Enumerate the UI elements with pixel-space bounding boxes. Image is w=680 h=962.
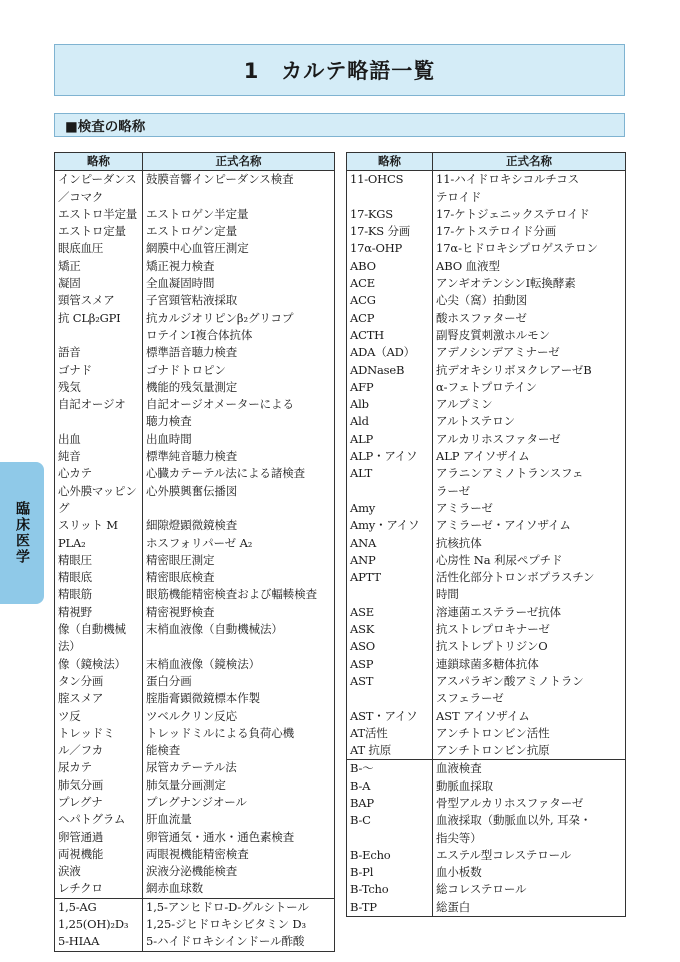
abbreviation-cell: 残気 <box>55 379 143 396</box>
abbreviation-cell: 心カテ <box>55 465 143 482</box>
full-name-cell: アルカリホスファターゼ <box>433 431 626 448</box>
table-row <box>347 344 626 361</box>
table-row <box>347 708 626 725</box>
table-row <box>55 604 335 621</box>
abbreviation-cell: 1,25(OH)₂D₃ <box>55 916 143 933</box>
table-row <box>55 275 335 292</box>
full-name-cell: 肝血流量 <box>143 811 335 828</box>
full-name-cell: 尿管カテーテル法 <box>143 759 335 776</box>
full-name-cell: アデノシンデアミナーゼ <box>433 344 626 361</box>
abbreviation-cell: Amy・アイソ <box>347 517 433 534</box>
abbreviation-cell: ADNaseB <box>347 362 433 379</box>
abbreviation-cell: B-～ <box>347 760 433 778</box>
full-name-cell: アミラーゼ <box>433 500 626 517</box>
table-row <box>55 465 335 482</box>
full-name-cell: 網赤血球数 <box>143 880 335 898</box>
table-row <box>347 778 626 795</box>
abbreviation-cell: B-Tcho <box>347 881 433 898</box>
table-row <box>55 310 335 345</box>
column-header-abbr: 略称 <box>347 153 433 171</box>
abbreviation-cell: 像（自動機械法） <box>55 621 143 656</box>
table-row <box>55 656 335 673</box>
table-row <box>347 448 626 465</box>
table-row <box>347 760 626 778</box>
table-row <box>347 362 626 379</box>
full-name-cell: 末梢血液像（鏡検法） <box>143 656 335 673</box>
abbreviation-cell: ALP <box>347 431 433 448</box>
table-row <box>55 396 335 431</box>
full-name-cell: 両眼視機能精密検査 <box>143 846 335 863</box>
abbreviation-table-left <box>54 152 335 952</box>
table-row <box>347 569 626 604</box>
full-name-cell: 血液検査 <box>433 760 626 778</box>
table-row <box>347 500 626 517</box>
full-name-cell: 標準純音聴力検査 <box>143 448 335 465</box>
table-row <box>347 742 626 760</box>
full-name-cell: 17-ケトステロイド分画 <box>433 223 626 240</box>
abbreviation-cell: 涙液 <box>55 863 143 880</box>
abbreviation-cell: エストロ定量 <box>55 223 143 240</box>
table-row <box>55 206 335 223</box>
column-header-abbr: 略称 <box>55 153 143 171</box>
column-header-full-name: 正式名称 <box>433 153 626 171</box>
abbreviation-cell: 腟スメア <box>55 690 143 707</box>
full-name-cell: 細隙燈顕微鏡検査 <box>143 517 335 534</box>
abbreviation-cell: AFP <box>347 379 433 396</box>
full-name-cell: アンチトロンビン抗原 <box>433 742 626 760</box>
full-name-cell: 矯正視力検査 <box>143 258 335 275</box>
table-row <box>55 569 335 586</box>
full-name-cell: アンチトロンビン活性 <box>433 725 626 742</box>
section-header: ■検査の略称 <box>54 113 625 137</box>
side-tab[interactable]: 臨床医学 <box>0 462 44 604</box>
full-name-cell: 精密視野検査 <box>143 604 335 621</box>
table-row <box>347 240 626 257</box>
full-name-cell: 11-ハイドロキシコルチコス テロイド <box>433 171 626 206</box>
abbreviation-cell: B-C <box>347 812 433 847</box>
table-row <box>55 379 335 396</box>
table-row <box>55 240 335 257</box>
table-row <box>55 777 335 794</box>
table-row <box>55 292 335 309</box>
abbreviation-cell: Alb <box>347 396 433 413</box>
abbreviation-cell: ACTH <box>347 327 433 344</box>
abbreviation-cell: インピーダンス ／コマク <box>55 171 143 206</box>
table-row <box>347 206 626 223</box>
abbreviation-cell: AST・アイソ <box>347 708 433 725</box>
table-row <box>55 846 335 863</box>
abbreviation-cell: PLA₂ <box>55 535 143 552</box>
abbreviation-cell: B-Echo <box>347 847 433 864</box>
abbreviation-cell: プレグナ <box>55 794 143 811</box>
full-name-cell: 心房性 Na 利尿ペプチド <box>433 552 626 569</box>
abbreviation-cell: 11-OHCS <box>347 171 433 206</box>
abbreviation-cell: 5-HIAA <box>55 933 143 951</box>
abbreviation-cell: 像（鏡検法） <box>55 656 143 673</box>
full-name-cell: 5-ハイドロキシインドール酢酸 <box>143 933 335 951</box>
table-row <box>347 310 626 327</box>
full-name-cell: ツベルクリン反応 <box>143 708 335 725</box>
table-row <box>347 552 626 569</box>
table-row <box>55 829 335 846</box>
abbreviation-cell: 精眼筋 <box>55 586 143 603</box>
table-row <box>347 327 626 344</box>
abbreviation-cell: 精視野 <box>55 604 143 621</box>
abbreviation-cell: 1,5-AG <box>55 898 143 916</box>
abbreviation-cell: ASE <box>347 604 433 621</box>
full-name-cell: エステル型コレステロール <box>433 847 626 864</box>
abbreviation-cell: 精眼圧 <box>55 552 143 569</box>
abbreviation-cell: ABO <box>347 258 433 275</box>
table-row <box>347 638 626 655</box>
abbreviation-cell: Ald <box>347 413 433 430</box>
full-name-cell: 総コレステロール <box>433 881 626 898</box>
full-name-cell: 精密眼底検査 <box>143 569 335 586</box>
full-name-cell: 1,25-ジヒドロキシビタミン D₃ <box>143 916 335 933</box>
table-row <box>347 725 626 742</box>
abbreviation-cell: 17-KS 分画 <box>347 223 433 240</box>
full-name-cell: アラニンアミノトランスフェ ラーゼ <box>433 465 626 500</box>
table-row <box>55 552 335 569</box>
full-name-cell: アミラーゼ・アイソザイム <box>433 517 626 534</box>
table-row <box>347 379 626 396</box>
table-row <box>55 517 335 534</box>
full-name-cell: 涙液分泌機能検査 <box>143 863 335 880</box>
abbreviation-cell: レチクロ <box>55 880 143 898</box>
table-row <box>55 725 335 760</box>
table-row <box>55 362 335 379</box>
abbreviation-cell: ツ反 <box>55 708 143 725</box>
table-row <box>347 465 626 500</box>
table-row <box>55 483 335 518</box>
table-row <box>55 898 335 916</box>
table-row <box>55 708 335 725</box>
full-name-cell: 血液採取（動脈血以外, 耳朶・ 指尖等） <box>433 812 626 847</box>
table-row <box>55 535 335 552</box>
abbreviation-cell: ACG <box>347 292 433 309</box>
table-row <box>55 863 335 880</box>
abbreviation-cell: ALP・アイソ <box>347 448 433 465</box>
full-name-cell: アルブミン <box>433 396 626 413</box>
page-title: 1 カルテ略語一覧 <box>54 44 625 96</box>
abbreviation-cell: ALT <box>347 465 433 500</box>
abbreviation-cell: ASK <box>347 621 433 638</box>
full-name-cell: 網膜中心血管圧測定 <box>143 240 335 257</box>
table-row <box>55 344 335 361</box>
table-row <box>55 673 335 690</box>
abbreviation-cell: 語音 <box>55 344 143 361</box>
abbreviation-cell: ANP <box>347 552 433 569</box>
table-row <box>347 535 626 552</box>
table-row <box>55 933 335 951</box>
full-name-cell: エストロゲン定量 <box>143 223 335 240</box>
full-name-cell: 抗デオキシリボヌクレアーゼB <box>433 362 626 379</box>
full-name-cell: 蛋白分画 <box>143 673 335 690</box>
abbreviation-cell: B-A <box>347 778 433 795</box>
table-row <box>55 448 335 465</box>
full-name-cell: 抗核抗体 <box>433 535 626 552</box>
abbreviation-cell: 自記オージオ <box>55 396 143 431</box>
table-row <box>55 431 335 448</box>
table-row <box>347 431 626 448</box>
table-row <box>55 759 335 776</box>
abbreviation-cell: 眼底血圧 <box>55 240 143 257</box>
table-row <box>55 223 335 240</box>
abbreviation-cell: ASO <box>347 638 433 655</box>
table-row <box>55 258 335 275</box>
table-row <box>347 673 626 708</box>
abbreviation-cell: ヘパトグラム <box>55 811 143 828</box>
abbreviation-cell: AST <box>347 673 433 708</box>
full-name-cell: 副腎皮質刺激ホルモン <box>433 327 626 344</box>
table-row <box>55 794 335 811</box>
full-name-cell: AST アイソザイム <box>433 708 626 725</box>
full-name-cell: アンギオテンシンⅠ転換酵素 <box>433 275 626 292</box>
full-name-cell: 総蛋白 <box>433 899 626 917</box>
abbreviation-cell: タン分画 <box>55 673 143 690</box>
table-row <box>347 604 626 621</box>
full-name-cell: 17α-ヒドロキシプロゲステロン <box>433 240 626 257</box>
abbreviation-cell: 肺気分画 <box>55 777 143 794</box>
abbreviation-cell: Amy <box>347 500 433 517</box>
abbreviation-table-right <box>346 152 626 917</box>
full-name-cell: 腟脂膏顕微鏡標本作製 <box>143 690 335 707</box>
table-row <box>347 847 626 864</box>
full-name-cell: 酸ホスファターゼ <box>433 310 626 327</box>
abbreviation-cell: エストロ半定量 <box>55 206 143 223</box>
full-name-cell: 肺気量分画測定 <box>143 777 335 794</box>
abbreviation-cell: ASP <box>347 656 433 673</box>
full-name-cell: 溶連菌エステラーゼ抗体 <box>433 604 626 621</box>
full-name-cell: 心尖（窩）拍動図 <box>433 292 626 309</box>
full-name-cell: 連鎖球菌多糖体抗体 <box>433 656 626 673</box>
full-name-cell: アルトステロン <box>433 413 626 430</box>
abbreviation-cell: 凝固 <box>55 275 143 292</box>
full-name-cell: 血小板数 <box>433 864 626 881</box>
abbreviation-cell: 卵管通過 <box>55 829 143 846</box>
table-row <box>347 881 626 898</box>
full-name-cell: ゴナドトロピン <box>143 362 335 379</box>
full-name-cell: ホスフォリパーゼ A₂ <box>143 535 335 552</box>
table-row <box>55 586 335 603</box>
table-row <box>347 621 626 638</box>
full-name-cell: 機能的残気量測定 <box>143 379 335 396</box>
full-name-cell: エストロゲン半定量 <box>143 206 335 223</box>
abbreviation-cell: トレッドミ ル／フカ <box>55 725 143 760</box>
abbreviation-cell: BAP <box>347 795 433 812</box>
table-row <box>347 812 626 847</box>
full-name-cell: 子宮頸管粘液採取 <box>143 292 335 309</box>
table-row <box>347 396 626 413</box>
full-name-cell: 標準語音聴力検査 <box>143 344 335 361</box>
table-row <box>347 413 626 430</box>
table-row <box>347 656 626 673</box>
full-name-cell: 精密眼圧測定 <box>143 552 335 569</box>
full-name-cell: 抗ストレプロキナーゼ <box>433 621 626 638</box>
full-name-cell: 動脈血採取 <box>433 778 626 795</box>
abbreviation-cell: 精眼底 <box>55 569 143 586</box>
abbreviation-cell: 尿カテ <box>55 759 143 776</box>
full-name-cell: トレッドミルによる負荷心機 能検査 <box>143 725 335 760</box>
abbreviation-cell: 頸管スメア <box>55 292 143 309</box>
table-row <box>347 517 626 534</box>
table-row <box>55 621 335 656</box>
table-row <box>55 880 335 898</box>
column-header-full-name: 正式名称 <box>143 153 335 171</box>
full-name-cell: 鼓膜音響インピーダンス検査 <box>143 171 335 206</box>
abbreviation-cell: APTT <box>347 569 433 604</box>
full-name-cell: アスパラギン酸アミノトラン スフェラーゼ <box>433 673 626 708</box>
abbreviation-cell: ゴナド <box>55 362 143 379</box>
abbreviation-cell: 心外膜マッピング <box>55 483 143 518</box>
full-name-cell: 出血時間 <box>143 431 335 448</box>
full-name-cell: 抗カルジオリピンβ₂グリコプ ロテインⅠ複合体抗体 <box>143 310 335 345</box>
abbreviation-cell: スリット M <box>55 517 143 534</box>
full-name-cell: 末梢血液像（自動機械法） <box>143 621 335 656</box>
full-name-cell: プレグナンジオール <box>143 794 335 811</box>
table-row <box>347 899 626 917</box>
full-name-cell: 心外膜興奮伝播図 <box>143 483 335 518</box>
full-name-cell: 自記オージオメーターによる 聴力検査 <box>143 396 335 431</box>
abbreviation-cell: AT 抗原 <box>347 742 433 760</box>
full-name-cell: 全血凝固時間 <box>143 275 335 292</box>
abbreviation-cell: B-Pl <box>347 864 433 881</box>
full-name-cell: 抗ストレプトリジンO <box>433 638 626 655</box>
table-row <box>55 171 335 206</box>
abbreviation-cell: AT活性 <box>347 725 433 742</box>
abbreviation-cell: 矯正 <box>55 258 143 275</box>
abbreviation-cell: 17α-OHP <box>347 240 433 257</box>
full-name-cell: ALP アイソザイム <box>433 448 626 465</box>
abbreviation-cell: 抗 CLβ₂GPI <box>55 310 143 345</box>
table-row <box>347 171 626 206</box>
full-name-cell: 眼筋機能精密検査および輻輳検査 <box>143 586 335 603</box>
table-row <box>347 795 626 812</box>
table-row <box>347 258 626 275</box>
abbreviation-cell: ACP <box>347 310 433 327</box>
table-row <box>347 292 626 309</box>
full-name-cell: α-フェトプロテイン <box>433 379 626 396</box>
abbreviation-cell: 純音 <box>55 448 143 465</box>
abbreviation-cell: ADA（AD） <box>347 344 433 361</box>
abbreviation-cell: ANA <box>347 535 433 552</box>
full-name-cell: 卵管通気・通水・通色素検査 <box>143 829 335 846</box>
table-row <box>55 916 335 933</box>
full-name-cell: 活性化部分トロンボプラスチン 時間 <box>433 569 626 604</box>
full-name-cell: 17-ケトジェニックステロイド <box>433 206 626 223</box>
table-row <box>347 275 626 292</box>
full-name-cell: ABO 血液型 <box>433 258 626 275</box>
full-name-cell: 心臓カテーテル法による諸検査 <box>143 465 335 482</box>
abbreviation-cell: 出血 <box>55 431 143 448</box>
abbreviation-cell: 17-KGS <box>347 206 433 223</box>
abbreviation-cell: B-TP <box>347 899 433 917</box>
full-name-cell: 1,5-アンヒドロ-D-グルシトール <box>143 898 335 916</box>
table-row <box>347 223 626 240</box>
full-name-cell: 骨型アルカリホスファターゼ <box>433 795 626 812</box>
abbreviation-cell: ACE <box>347 275 433 292</box>
abbreviation-cell: 両視機能 <box>55 846 143 863</box>
table-row <box>55 811 335 828</box>
table-row <box>55 690 335 707</box>
table-row <box>347 864 626 881</box>
